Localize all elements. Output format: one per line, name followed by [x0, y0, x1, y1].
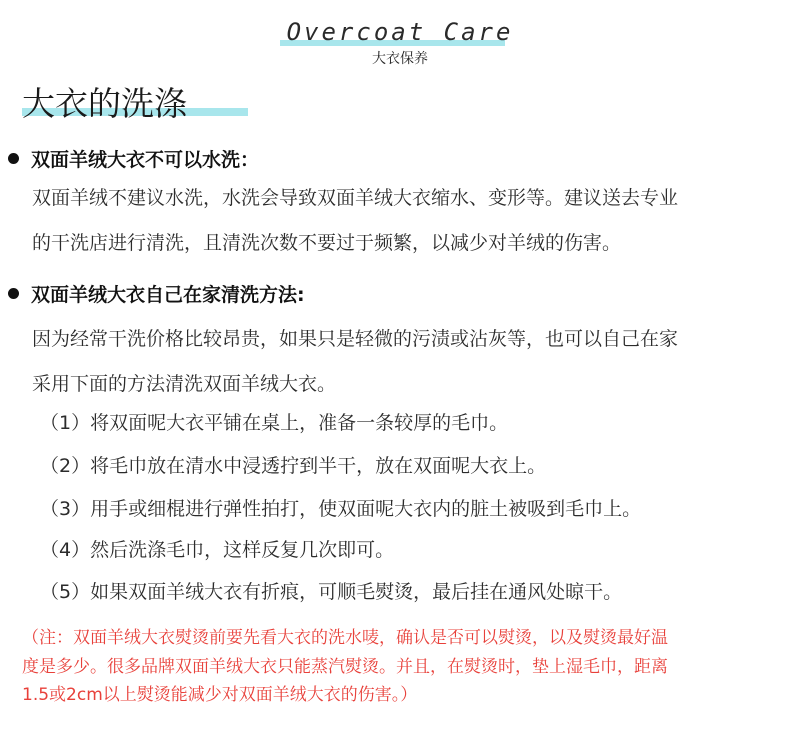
- step-item-3: （3）用手或细棍进行弹性拍打，使双面呢大衣内的脏土被吸到毛巾上。: [40, 498, 642, 520]
- bullet-heading-text: 双面羊绒大衣不可以水洗：: [31, 149, 260, 171]
- bullet-heading-no-water-wash: [8, 145, 259, 172]
- paragraph-line: 双面羊绒不建议水洗，水洗会导致双面羊绒大衣缩水、变形等。建议送去专业: [32, 187, 679, 209]
- bullet-heading-text: 双面羊绒大衣自己在家清洗方法:: [31, 284, 305, 306]
- step-item-5: （5）如果双面羊绒大衣有折痕，可顺毛熨烫，最后挂在通风处晾干。: [40, 581, 623, 603]
- section-heading: 大衣的洗涤: [22, 84, 187, 123]
- paragraph-line: 的干洗店进行清洗，且清洗次数不要过于频繁，以减少对羊绒的伤害。: [32, 232, 622, 254]
- step-item-1: （1）将双面呢大衣平铺在桌上，准备一条较厚的毛巾。: [40, 412, 509, 434]
- note-line: 度是多少。很多品牌双面羊绒大衣只能蒸汽熨烫。并且，在熨烫时，垫上湿毛巾，距离: [22, 657, 668, 677]
- paragraph-line: 采用下面的方法清洗双面羊绒大衣。: [32, 373, 337, 395]
- note-line: 1.5或2cm以上熨烫能减少对双面羊绒大衣的伤害。）: [22, 685, 418, 705]
- paragraph-line: 因为经常干洗价格比较昂贵，如果只是轻微的污渍或沾灰等，也可以自己在家: [32, 328, 679, 350]
- step-item-4: （4）然后洗涤毛巾，这样反复几次即可。: [40, 539, 395, 561]
- page-title: Overcoat Care: [286, 18, 514, 46]
- step-item-2: （2）将毛巾放在清水中浸透拧到半干，放在双面呢大衣上。: [40, 455, 547, 477]
- note-line: （注：双面羊绒大衣熨烫前要先看大衣的洗水唛，确认是否可以熨烫，以及熨烫最好温: [22, 628, 668, 648]
- page-subtitle: 大衣保养: [372, 51, 428, 67]
- bullet-dot-icon: [8, 288, 19, 299]
- bullet-heading-home-wash: [8, 280, 305, 307]
- bullet-dot-icon: [8, 153, 19, 164]
